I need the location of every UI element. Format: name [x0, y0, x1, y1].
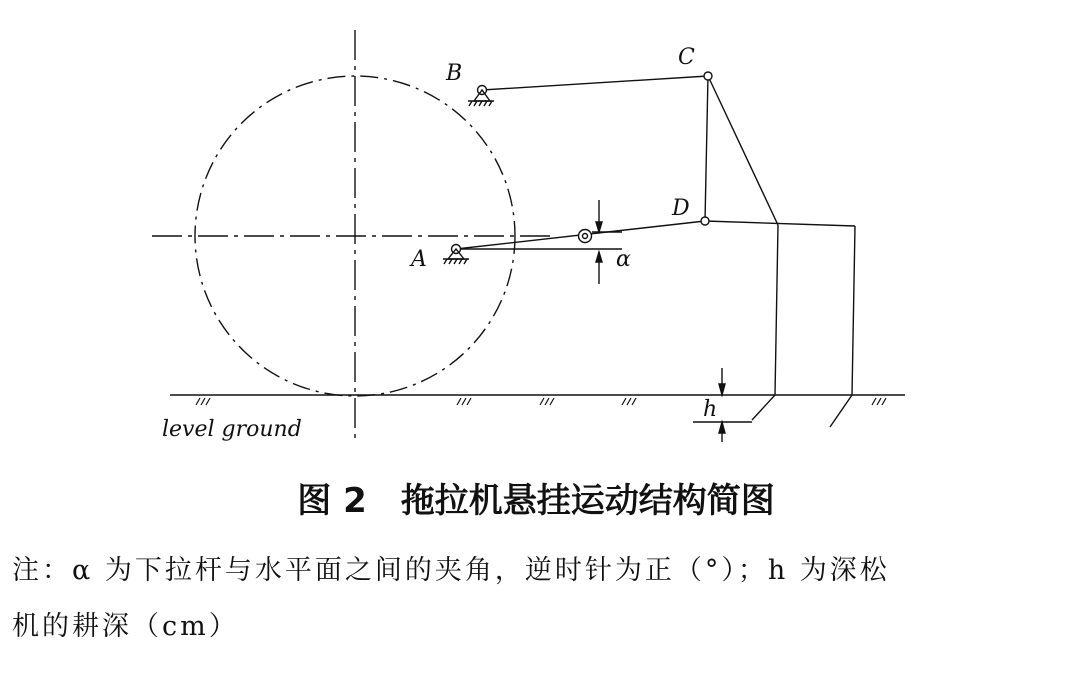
- subsoiler-shank-rear: [830, 226, 855, 427]
- upper-shank-strut: [708, 76, 778, 225]
- angle-sensor-joint: [579, 230, 592, 243]
- pivot-c: [704, 72, 712, 80]
- pivot-d: [701, 217, 709, 225]
- subsoiler-shank-front: [752, 225, 778, 420]
- note-line-1: 注：α 为下拉杆与水平面之间的夹角，逆时针为正（°）；h 为深松: [12, 555, 890, 586]
- upper-link: [482, 76, 708, 90]
- label-h: h: [703, 397, 718, 422]
- figure-note: [12, 543, 1062, 655]
- label-a: A: [411, 247, 427, 272]
- pivot-b-support: [468, 86, 494, 107]
- frame-top: [705, 221, 855, 226]
- label-b: B: [446, 61, 463, 86]
- note-line-2: 机的耕深（cm）: [12, 611, 239, 642]
- label-c: C: [678, 45, 695, 70]
- lift-rod: [705, 76, 708, 221]
- h-dimension: [719, 368, 725, 442]
- label-d: D: [672, 196, 690, 221]
- figure-caption: 图 2 拖拉机悬挂运动结构简图: [297, 481, 775, 521]
- ground-label: level ground: [162, 417, 302, 442]
- label-alpha: α: [616, 247, 631, 272]
- ground-hatches: [196, 398, 886, 405]
